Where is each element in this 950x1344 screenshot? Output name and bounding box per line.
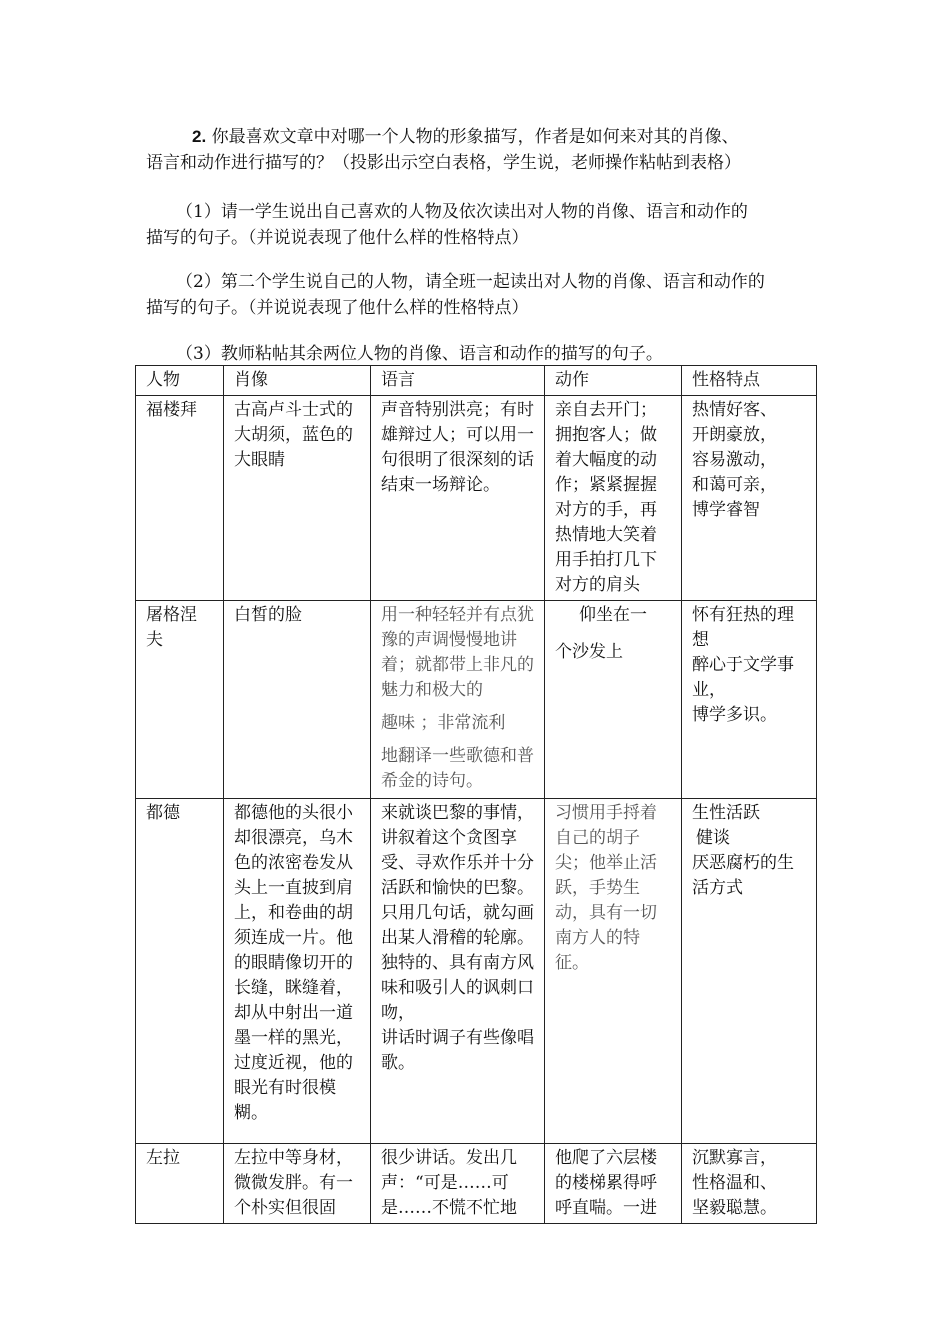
cell-portrait: 古高卢斗士式的大胡须，蓝色的大眼睛 [224,396,371,601]
table-row [136,601,817,799]
question-number: 2. [192,127,207,146]
cell-name: 左拉 [136,1144,224,1224]
step-2-line1: （2）第二个学生说自己的人物，请全班一起读出对人物的肖像、语言和动作的 [176,272,765,292]
step-2-line2: 描写的句子。（并说说表现了他什么样的性格特点） [146,298,529,318]
trait-line: 醉心于文学事业， [692,655,794,700]
speech-part: 地翻译一些歌德和普希金的诗句。 [381,746,534,791]
cell-speech: 声音特别洪亮；有时雄辩过人；可以用一句很明了很深刻的话结束一场辩论。 [371,396,545,601]
table-row [136,799,817,1144]
header-action: 动作 [545,366,682,396]
question-paragraph-cont [146,150,836,176]
header-portrait: 肖像 [224,366,371,396]
speech-part: 来就谈巴黎的事情，讲叙着这个贪图享受、寻欢作乐并十分活跃和愉快的巴黎。只用几句话，就勾画出某人滑稽的轮廓。独特的、具有南方风味和吸引人的讽刺口吻， [381,803,534,1023]
trait-line: 容易激动， [692,450,777,470]
speech-part: 讲话时调子有些像唱歌。 [381,1028,534,1073]
cell-portrait: 都德他的头很小却很漂亮，乌木色的浓密卷发从头上一直披到肩上，和卷曲的胡须连成一片。他的眼睛像切开的长缝，眯缝着，却从中射出一道墨一样的黑光，过度近视，他的眼光有时很模糊。 [224,799,371,1144]
character-table [135,365,817,1224]
step-1-line1: （1）请一学生说出自己喜欢的人物及依次读出对人物的肖像、语言和动作的 [176,202,748,222]
step-3-line1: （3）教师粘帖其余两位人物的肖像、语言和动作的描写的句子。 [176,344,663,364]
question-paragraph [192,124,832,150]
trait-line: 博学多识。 [692,705,777,725]
cell-portrait: 白皙的脸 [224,601,371,799]
trait-line: 生性活跃 [692,803,760,823]
trait-line: 沉默寡言， [692,1148,777,1168]
cell-traits [682,601,817,799]
cell-traits [682,396,817,601]
cell-speech: 很少讲话。发出几声：“可是……可是……不慌不忙地 [371,1144,545,1224]
trait-line: 怀有狂热的理想 [692,605,794,650]
cell-action: 亲自去开门；拥抱客人；做着大幅度的动作；紧紧握握对方的手，再热情地大笑着用手拍打几下对方的肩头 [545,396,682,601]
trait-line: 性格温和、 [692,1173,777,1193]
action-part: 个沙发上 [555,642,623,662]
cell-name: 福楼拜 [136,396,224,601]
cell-speech [371,601,545,799]
table-header-row [136,366,817,396]
header-character: 人物 [136,366,224,396]
cell-action: 习惯用手捋着自己的胡子尖；他举止活跃，手势生动，具有一切南方人的特征。 [545,799,682,1144]
header-speech: 语言 [371,366,545,396]
speech-part: 用一种轻轻并有点犹豫的声调慢慢地讲着；就都带上非凡的魅力和极大的 [381,605,534,700]
trait-line: 博学睿智 [692,500,760,520]
action-part: 仰坐在一 [579,605,647,625]
question-text-line1: 你最喜欢文章中对哪一个人物的形象描写，作者是如何来对其的肖像、 [211,127,739,147]
trait-line: 开朗豪放， [692,425,777,445]
trait-line: 坚毅聪慧。 [692,1198,777,1218]
cell-traits [682,799,817,1144]
trait-line: 厌恶腐朽的生活方式 [692,853,794,898]
trait-line: 热情好客、 [692,400,777,420]
cell-traits [682,1144,817,1224]
cell-speech [371,799,545,1144]
trait-line: 健谈 [696,828,730,848]
header-traits: 性格特点 [682,366,817,396]
cell-action: 他爬了六层楼的楼梯累得呼呼直喘。一进 [545,1144,682,1224]
trait-line: 和蔼可亲， [692,475,777,495]
cell-name: 都德 [136,799,224,1144]
cell-portrait: 左拉中等身材，微微发胖。有一个朴实但很固 [224,1144,371,1224]
speech-part: 趣味 ；非常流利 [381,713,506,733]
step-1-line2: 描写的句子。（并说说表现了他什么样的性格特点） [146,228,529,248]
table-row [136,396,817,601]
table-row [136,1144,817,1224]
question-text-line2: 语言和动作进行描写的？（投影出示空白表格，学生说，老师操作粘帖到表格） [146,153,741,173]
cell-name: 屠格涅夫 [136,601,224,799]
cell-action [545,601,682,799]
